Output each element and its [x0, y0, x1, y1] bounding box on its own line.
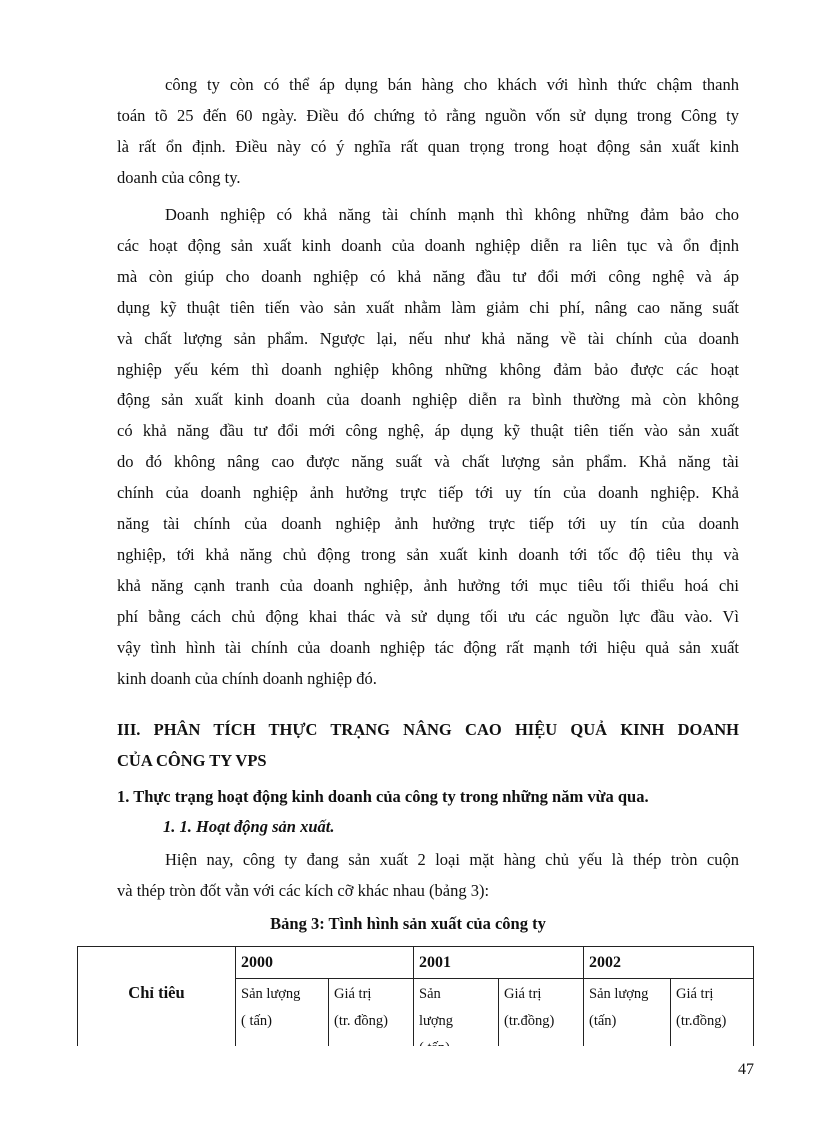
section-heading: [117, 714, 739, 776]
text-line: và chất lượng sản phẩm. Ngược lại, nếu như khả năng về tài chính của doanh: [117, 328, 739, 348]
text-line: doanh của công ty.: [117, 167, 241, 187]
criteria-header: Chỉ tiêu: [78, 947, 236, 1068]
section-heading-line: CỦA CÔNG TY VPS: [117, 751, 267, 770]
subheader-text: Giá trị: [676, 986, 714, 1002]
subheader-text: (tr. đồng): [334, 1013, 388, 1029]
subheader-text: ( tấn): [241, 1013, 272, 1029]
text-line: công ty còn có thể áp dụng bán hàng cho khách với hình thức chậm thanh: [165, 75, 739, 94]
subheader-text: Sản lượng: [241, 986, 301, 1002]
paragraph-1: [117, 70, 739, 194]
text-line: khả năng cạnh tranh của doanh nghiệp, ảnh hưởng tới mục tiêu tối thiểu hoá chi: [117, 575, 739, 595]
subheader-text: Sản lượng: [589, 986, 649, 1002]
table-header-row: [78, 947, 754, 979]
paragraph-2: [117, 200, 739, 695]
text-line: kinh doanh của chính doanh nghiệp đó.: [117, 668, 377, 688]
subheader-text: lượng: [419, 1013, 454, 1029]
text-line: toán tõ 25 đến 60 ngày. Điều đó chứng tỏ rằng nguồn vốn sử dụng trong Công ty: [117, 105, 739, 125]
text-line: vậy tình hình tài chính của doanh nghiệp tác động rất mạnh tới hiệu quả sản xuất: [117, 637, 739, 657]
section-heading-line: III. PHÂN TÍCH THỰC TRẠNG NÂNG CAO HIỆU QUẢ KINH DOANH: [117, 720, 739, 739]
subsection-heading: [117, 781, 739, 812]
text-line: Hiện nay, công ty đang sản xuất 2 loại mặt hàng chủ yếu là thép tròn cuộn: [165, 850, 739, 869]
text-line: và thép tròn đốt vằn với các kích cỡ khác nhau (bảng 3):: [117, 880, 490, 900]
text-line: nghiệp, tới khả năng chủ động trong sản xuất kinh doanh tới tốc độ tiêu thụ và: [117, 544, 739, 564]
text-line: là rất ổn định. Điều này có ý nghĩa rất quan trọng trong hoạt động sản xuất kinh: [117, 136, 739, 156]
text-line: nghiệp yếu kém thì doanh nghiệp không những không đảm bảo được các hoạt: [117, 359, 739, 379]
subheader-text: Sản: [419, 986, 441, 1002]
subheader-text: Giá trị: [504, 986, 542, 1002]
year-header: 2001: [414, 947, 584, 979]
paragraph-3: [117, 845, 739, 907]
text-line: năng tài chính của doanh nghiệp ảnh hưởng trực tiếp tới uy tín của doanh: [117, 514, 739, 534]
text-line: có khả năng đầu tư đổi mới công nghệ, áp dụng kỹ thuật tiên tiến vào sản xuất: [117, 421, 739, 441]
text-line: Doanh nghiệp có khả năng tài chính mạnh thì không những đảm bảo cho: [165, 205, 739, 224]
subheader-text: (tr.đồng): [676, 1013, 727, 1029]
year-header: 2000: [236, 947, 414, 979]
subheader-text: (tr.đồng): [504, 1013, 555, 1029]
text-line: các hoạt động sản xuất kinh doanh của doanh nghiệp diễn ra liên tục và ổn định: [117, 235, 739, 255]
subheader-text: Giá trị: [334, 986, 372, 1002]
subsubsection-heading: 1. 1. Hoạt động sản xuất.: [163, 817, 335, 836]
text-line: chính của doanh nghiệp ảnh hưởng trực tiếp tới uy tín của doanh nghiệp. Khả: [117, 483, 739, 503]
text-line: động sản xuất kinh doanh của doanh nghiệp diễn ra bình thường mà còn không: [117, 390, 739, 410]
text-line: phí bằng cách chủ động khai thác và sử dụng tối ưu các nguồn lực đầu vào. Vì: [117, 606, 739, 626]
year-header: 2002: [584, 947, 754, 979]
page-number: 47: [738, 1061, 754, 1078]
table-caption: Bảng 3: Tình hình sản xuất của công ty: [270, 914, 546, 933]
page-cut-mask: [70, 1046, 770, 1076]
text-line: dụng kỹ thuật tiên tiến vào sản xuất nhằm làm giảm chi phí, nâng cao năng suất: [117, 297, 739, 317]
subsection-heading-text: 1. Thực trạng hoạt động kinh doanh của công ty trong những năm vừa qua.: [117, 787, 649, 806]
text-line: mà còn giúp cho doanh nghiệp có khả năng đầu tư đổi mới công nghệ và áp: [117, 266, 739, 286]
text-line: do đó không nâng cao được năng suất và chất lượng sản phẩm. Khả năng tài: [117, 452, 739, 472]
subheader-text: (tấn): [589, 1013, 617, 1029]
